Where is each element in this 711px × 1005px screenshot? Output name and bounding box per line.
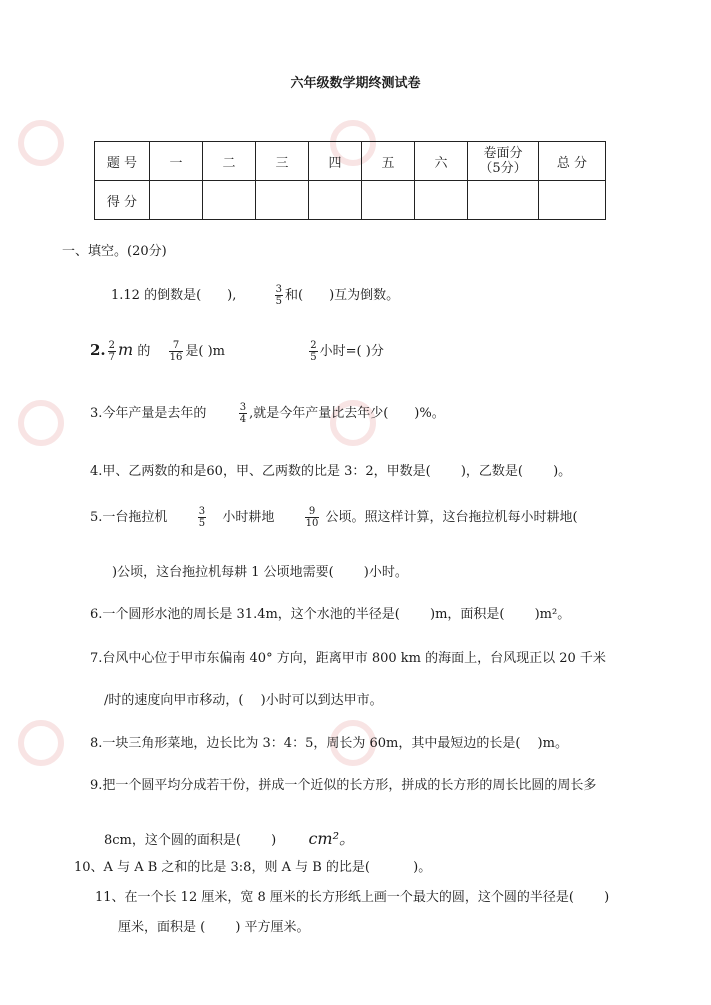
question-4: 4.甲、乙两数的和是60，甲、乙两数的比是 3：2，甲数是( )，乙数是( )。 <box>90 464 572 479</box>
fraction <box>309 340 317 363</box>
header-cell: 一 <box>150 142 203 181</box>
frac-num: 2 <box>310 340 317 351</box>
q3-text-a: 3.今年产量是去年的 <box>90 406 207 421</box>
question-9: 9.把一个圆平均分成若干份，拼成一个近似的长方形，拼成的长方形的周长比圆的周长多 <box>90 778 597 793</box>
question-11: 11、在一个长 12 厘米，宽 8 厘米的长方形纸上画一个最大的圆，这个圆的半径是( ) <box>95 890 610 905</box>
watermark-logo <box>18 120 64 166</box>
question-1 <box>111 284 399 307</box>
header-cell: 题 号 <box>95 142 150 181</box>
fraction <box>275 284 283 307</box>
header-cell: 六 <box>415 142 468 181</box>
header-cell-sub: （5分） <box>479 161 527 176</box>
question-8: 8.一块三角形菜地，边长比为 3：4：5，周长为 60m，其中最短边的长是( )m。 <box>90 736 568 751</box>
frac-num: 3 <box>275 284 283 295</box>
q2-tail: 小时=( )分 <box>319 344 384 359</box>
question-5 <box>90 506 578 529</box>
question-10: 10、A 与 A B 之和的比是 3:8，则 A 与 B 的比是( )。 <box>74 860 432 875</box>
header-cell: 三 <box>256 142 309 181</box>
question-11-cont: 厘米，面积是 ( ) 平方厘米。 <box>118 920 310 935</box>
watermark-logo <box>18 400 64 446</box>
score-table <box>94 141 606 220</box>
frac-den: 16 <box>169 352 183 363</box>
fraction <box>198 506 206 529</box>
frac-num: 3 <box>239 402 247 413</box>
header-cell-label: 卷面分 <box>483 146 523 161</box>
q1-text-a: 1.12 的倒数是( ), <box>111 288 237 303</box>
header-cell-paper-score <box>468 142 539 181</box>
fraction <box>305 506 320 529</box>
q9-unit: cm²。 <box>308 829 355 848</box>
frac-num: 9 <box>305 506 320 518</box>
question-2 <box>90 340 384 363</box>
question-5-cont: )公顷，这台拖拉机每耕 1 公顷地需要( )小时。 <box>112 565 408 580</box>
header-cell: 总 分 <box>539 142 606 181</box>
q2-lead: 2. <box>90 341 106 359</box>
q2-of: 的 <box>137 344 151 359</box>
frac-num: 7 <box>169 340 184 352</box>
q1-text-b: 和( )互为倒数。 <box>285 288 400 303</box>
header-cell: 二 <box>203 142 256 181</box>
page-title: 六年级数学期终测试卷 <box>290 76 421 91</box>
watermark-logo <box>18 720 64 766</box>
score-input[interactable] <box>309 181 362 220</box>
q5-text-a: 5.一台拖拉机 <box>90 510 168 525</box>
fraction <box>239 402 247 425</box>
score-input[interactable] <box>468 181 539 220</box>
frac-den: 5 <box>275 296 283 307</box>
frac-den: 5 <box>310 352 317 363</box>
frac-den: 7 <box>108 352 116 363</box>
header-cell: 五 <box>362 142 415 181</box>
question-9-cont <box>104 826 355 849</box>
fraction <box>169 340 184 363</box>
frac-num: 3 <box>198 506 206 517</box>
score-input[interactable] <box>415 181 468 220</box>
q2-unit: m <box>118 340 134 359</box>
frac-den: 5 <box>198 518 206 529</box>
q9-text-b: 8cm，这个圆的面积是( ) <box>104 833 277 848</box>
question-7-cont: /时的速度向甲市移动，( )小时可以到达甲市。 <box>104 693 383 708</box>
fraction <box>108 340 116 363</box>
header-cell: 四 <box>309 142 362 181</box>
score-input[interactable] <box>362 181 415 220</box>
q5-text-c: 公顷。照这样计算，这台拖拉机每小时耕地( <box>325 510 578 525</box>
row-label: 得 分 <box>95 181 150 220</box>
frac-den: 10 <box>305 518 319 529</box>
q3-text-b: ,就是今年产量比去年少( )%。 <box>249 406 445 421</box>
q5-text-b: 小时耕地 <box>222 510 275 525</box>
question-6: 6.一个圆形水池的周长是 31.4m，这个水池的半径是( )m，面积是( )m²。 <box>90 607 571 622</box>
section-heading: 一、填空。(20分) <box>62 244 167 259</box>
frac-num: 2 <box>108 340 116 351</box>
score-input[interactable] <box>203 181 256 220</box>
score-input[interactable] <box>150 181 203 220</box>
question-3 <box>90 402 445 425</box>
score-input[interactable] <box>256 181 309 220</box>
question-7: 7.台风中心位于甲市东偏南 40° 方向，距离甲市 800 km 的海面上，台风现正以 20 千米 <box>90 651 606 666</box>
q2-is: 是( )m <box>185 344 225 359</box>
score-input[interactable] <box>539 181 606 220</box>
frac-den: 4 <box>239 414 247 425</box>
